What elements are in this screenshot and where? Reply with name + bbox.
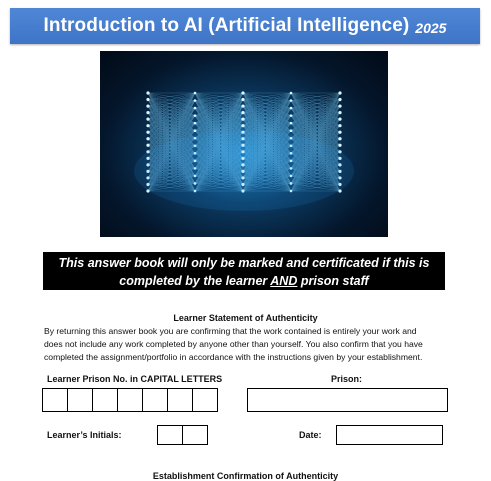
prison-no-input[interactable] <box>43 388 218 412</box>
notice-and: AND <box>270 274 298 288</box>
prison-no-box[interactable] <box>142 388 168 412</box>
initials-box[interactable] <box>157 425 183 445</box>
notice-line-1: This answer book will only be marked and certificated if this is <box>58 256 430 270</box>
initials-label: Learner’s Initials: <box>47 430 122 440</box>
initials-input[interactable] <box>158 425 208 445</box>
title-banner <box>10 8 480 44</box>
prison-no-label: Learner Prison No. in CAPITAL LETTERS <box>47 374 223 384</box>
prison-no-box[interactable] <box>117 388 143 412</box>
statement-heading: Learner Statement of Authenticity <box>173 313 318 323</box>
neural-network-illustration <box>100 51 388 237</box>
notice-line-2: completed by the learner AND prison staff <box>119 274 369 288</box>
prison-no-box[interactable] <box>42 388 68 412</box>
prison-no-box[interactable] <box>167 388 193 412</box>
title-year: 2025 <box>415 19 447 36</box>
prison-no-box[interactable] <box>192 388 218 412</box>
page-title: Introduction to AI (Artificial Intelligence) <box>43 15 410 36</box>
neural-network-image <box>100 51 388 237</box>
date-label: Date: <box>299 430 322 440</box>
certification-notice <box>43 252 445 290</box>
statement-text: By returning this answer book you are confirming that the work contained is entirely your work and does not include any work completed by anyone other than yourself. You also confirm that you have completed the assignment/portfolio in accordance with the instructions given by your establishment. <box>44 326 423 363</box>
prison-input[interactable] <box>247 388 448 412</box>
initials-box[interactable] <box>182 425 208 445</box>
date-input[interactable] <box>336 425 443 445</box>
prison-label: Prison: <box>331 374 363 384</box>
prison-no-box[interactable] <box>67 388 93 412</box>
prison-no-box[interactable] <box>92 388 118 412</box>
establishment-heading: Establishment Confirmation of Authenticity <box>152 471 339 481</box>
